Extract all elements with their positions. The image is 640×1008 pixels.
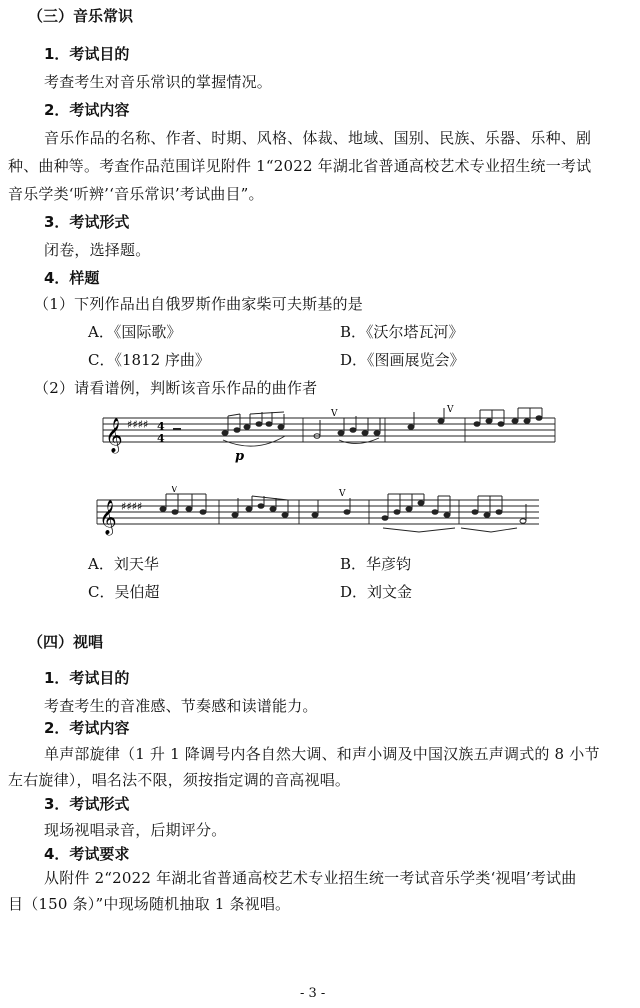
q1-option-c: C．《1812 序曲》 <box>88 351 210 369</box>
section4-form-text: 现场视唱录音，后期评分。 <box>44 821 227 839</box>
score-staff-line-1 <box>95 404 565 466</box>
score-staff-line-2 <box>95 486 565 548</box>
time-signature: 4 <box>157 420 165 433</box>
svg-text:V: V <box>331 409 338 419</box>
page-number: - 3 - <box>300 986 326 1001</box>
section4-purpose-text: 考查考生的音准感、节奏感和读谱能力。 <box>44 697 318 715</box>
q2-option-b: B．华彦钧 <box>340 555 412 573</box>
q1-stem: （1）下列作品出自俄罗斯作曲家柴可夫斯基的是 <box>34 295 363 313</box>
q2-option-a: A．刘天华 <box>88 555 159 573</box>
q1-option-a: A．《国际歌》 <box>88 323 182 341</box>
svg-text:V: V <box>171 486 178 495</box>
q2-option-d: D．刘文金 <box>340 583 413 601</box>
section4-title: （四）视唱 <box>28 633 104 651</box>
sharp-icon: ♯♯♯♯ <box>127 418 149 431</box>
sharp-icon: ♯♯♯♯ <box>121 500 143 513</box>
section4-req-heading: 4．考试要求 <box>44 845 130 863</box>
section4-purpose-heading: 1．考试目的 <box>44 669 130 687</box>
q2-stem: （2）请看谱例，判断该音乐作品的曲作者 <box>34 379 318 397</box>
svg-text:4: 4 <box>157 432 165 445</box>
section3-purpose-heading: 1．考试目的 <box>44 45 130 63</box>
svg-text:V: V <box>339 489 346 499</box>
section4-req-line: 从附件 2“2022 年湖北省普通高校艺术专业招生统一考试音乐学类‘视唱’考试曲 <box>44 869 577 887</box>
section3-title: （三）音乐常识 <box>28 7 134 25</box>
section4-content-line: 左右旋律），唱名法不限，须按指定调的音高视唱。 <box>8 771 351 789</box>
section3-content-line: 音乐作品的名称、作者、时期、风格、体裁、地域、国别、民族、乐器、乐种、剧 <box>44 129 592 147</box>
section4-content-line: 单声部旋律（1 升 1 降调号内各自然大调、和声小调及中国汉族五声调式的 8 小节 <box>44 745 600 763</box>
section3-form-text: 闭卷，选择题。 <box>44 241 151 259</box>
section3-content-heading: 2．考试内容 <box>44 101 130 119</box>
section4-form-heading: 3．考试形式 <box>44 795 130 813</box>
section4-req-line: 目（150 条）”中现场随机抽取 1 条视唱。 <box>8 895 291 913</box>
section3-content-line: 音乐学类‘听辨’‘音乐常识’考试曲目”。 <box>8 185 264 203</box>
svg-text:V: V <box>447 405 454 415</box>
section3-content-line: 种、曲种等。考查作品范围详见附件 1“2022 年湖北省普通高校艺术专业招生统一考试 <box>8 157 592 175</box>
q1-option-d: D．《图画展览会》 <box>340 351 465 369</box>
q2-option-c: C．吴伯超 <box>88 583 160 601</box>
section4-content-heading: 2．考试内容 <box>44 719 130 737</box>
section3-form-heading: 3．考试形式 <box>44 213 130 231</box>
section3-sample-heading: 4．样题 <box>44 269 100 287</box>
section3-purpose-text: 考查考生对音乐常识的掌握情况。 <box>44 73 273 91</box>
treble-clef-icon: 𝄞 <box>99 500 117 535</box>
treble-clef-icon: 𝄞 <box>105 418 123 453</box>
q1-option-b: B．《沃尔塔瓦河》 <box>340 323 464 341</box>
dynamic-mark: p <box>235 449 245 464</box>
